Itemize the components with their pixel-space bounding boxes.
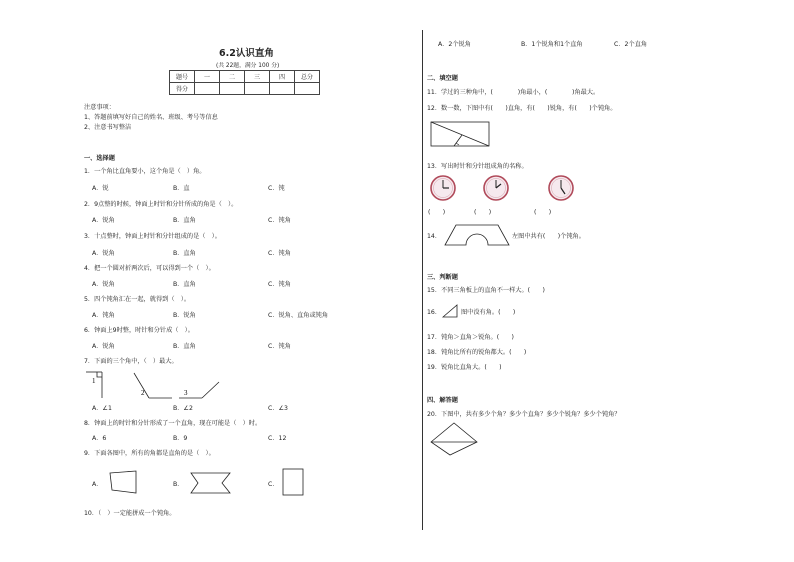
section-heading-choice: 一、选择题 bbox=[84, 155, 115, 162]
option-a[interactable]: A．6 bbox=[92, 435, 107, 442]
section-heading-fill: 二、填空题 bbox=[427, 75, 458, 82]
question-stem: 11．学过的三种角中，( )角最小，( )角最大。 bbox=[427, 89, 600, 96]
question-stem: 10．（ ）一定能拼成一个钝角。 bbox=[84, 510, 176, 517]
question-stem: 9．下面各图中，所有的角都是直角的是（ ）。 bbox=[84, 450, 215, 457]
question-stem: 20．下图中，共有多少个角？多少个直角？多少个锐角？多少个钝角？ bbox=[427, 411, 621, 418]
score-cell: 四 bbox=[270, 71, 295, 83]
note-item: 2、注意书写整洁 bbox=[84, 124, 132, 131]
option-c[interactable]: C．2个直角 bbox=[614, 41, 648, 48]
option-b[interactable]: B．锐角 bbox=[173, 312, 196, 319]
question-stem: 5．四个钝角汇在一起，就得到（ ）。 bbox=[84, 296, 191, 303]
column-divider bbox=[422, 30, 423, 530]
option-c[interactable]: C．锐角、直角或钝角 bbox=[268, 312, 329, 319]
score-cell: 得分 bbox=[170, 83, 195, 95]
option-c[interactable]: C．钝 bbox=[268, 185, 285, 192]
score-cell: 题号 bbox=[170, 71, 195, 83]
question-number: 16． bbox=[427, 309, 442, 316]
rectangle-diagonal-figure bbox=[430, 121, 490, 147]
question-stem: 2．9点整的时候，钟面上时针和分针所成的角是（ ）。 bbox=[84, 201, 238, 208]
note-item: 1、答题前填写好自己的姓名、班级、考号等信息 bbox=[84, 114, 218, 121]
option-a[interactable]: A．锐角 bbox=[92, 217, 115, 224]
angle-3-label: 3 bbox=[184, 389, 188, 397]
angle-figures bbox=[84, 370, 224, 400]
option-c[interactable]: C．∠3 bbox=[268, 405, 288, 412]
rectangle-shape bbox=[282, 468, 304, 496]
question-stem: 7．下面的三个角中，（ ）最大。 bbox=[84, 358, 178, 365]
option-b[interactable]: B．直角 bbox=[173, 250, 196, 257]
kite-figure bbox=[430, 422, 478, 456]
score-cell: 三 bbox=[245, 71, 270, 83]
clock-icon bbox=[483, 175, 509, 201]
angle-2-label: 2 bbox=[141, 389, 145, 397]
question-stem: 8．钟面上的时针和分针形成了一个直角，现在可能是（ ）时。 bbox=[84, 420, 262, 427]
option-a[interactable]: A．锐角 bbox=[92, 343, 115, 350]
score-cell[interactable] bbox=[220, 83, 245, 95]
question-stem: 15．不同三角板上的直角不一样大。( ) bbox=[427, 287, 545, 294]
score-cell[interactable] bbox=[245, 83, 270, 95]
question-stem: 18．钝角比所有的锐角都大。( ) bbox=[427, 349, 527, 356]
option-c[interactable]: C．钝角 bbox=[268, 343, 291, 350]
score-table-header-row bbox=[170, 71, 320, 83]
option-a[interactable]: A．钝角 bbox=[92, 312, 115, 319]
trapezoid-shape bbox=[108, 470, 138, 494]
section-heading-solve: 四、解答题 bbox=[427, 397, 458, 404]
question-stem: 1．一个角比直角要小，这个角是（ ）角。 bbox=[84, 168, 206, 175]
question-stem: 13．写出时针和分针组成角的名称。 bbox=[427, 163, 528, 170]
option-a[interactable]: A．锐角 bbox=[92, 281, 115, 288]
answer-blank[interactable]: ( ) bbox=[474, 209, 492, 216]
score-table bbox=[169, 70, 320, 95]
option-b[interactable]: B．1个锐角和1个直角 bbox=[521, 41, 583, 48]
option-a[interactable]: A．锐角 bbox=[92, 250, 115, 257]
option-b[interactable]: B．直角 bbox=[173, 217, 196, 224]
clock-icon bbox=[430, 175, 456, 201]
score-cell[interactable] bbox=[270, 83, 295, 95]
angle-1-figure bbox=[86, 372, 102, 398]
option-b[interactable]: B．9 bbox=[173, 435, 188, 442]
score-cell: 一 bbox=[195, 71, 220, 83]
question-stem: 6．钟面上9时整，时针和分针成（ ）。 bbox=[84, 327, 194, 334]
notes-heading: 注意事项： bbox=[84, 104, 115, 111]
question-stem: 3．十点整时，钟面上时针和分针组成的是（ ）。 bbox=[84, 233, 221, 240]
question-stem: 17．钝角＞直角＞锐角。( ) bbox=[427, 334, 514, 341]
score-table-score-row bbox=[170, 83, 320, 95]
section-heading-judge: 三、判断题 bbox=[427, 274, 458, 281]
option-c[interactable]: C．钝角 bbox=[268, 281, 291, 288]
score-cell: 总分 bbox=[295, 71, 320, 83]
angle-2-figure bbox=[134, 373, 172, 398]
question-stem: 12．数一数，下图中有( )直角，有( )锐角，有( )个钝角。 bbox=[427, 105, 617, 112]
option-c[interactable]: C． bbox=[268, 481, 279, 488]
question-stem: 图中没有角。( ) bbox=[461, 309, 516, 316]
question-number: 14． bbox=[427, 233, 442, 240]
option-a[interactable]: A．2个锐角 bbox=[438, 41, 471, 48]
notched-shape bbox=[190, 472, 232, 494]
option-b[interactable]: B．∠2 bbox=[173, 405, 193, 412]
option-c[interactable]: C．12 bbox=[268, 435, 287, 442]
angle-1-label: 1 bbox=[92, 377, 96, 385]
option-a[interactable]: A．锐 bbox=[92, 185, 109, 192]
clock-icon bbox=[548, 175, 574, 201]
page-title: 6.2认识直角 bbox=[219, 48, 274, 59]
option-c[interactable]: C．钝角 bbox=[268, 250, 291, 257]
option-b[interactable]: B． bbox=[173, 481, 184, 488]
question-stem: 19．锐角比直角大。( ) bbox=[427, 364, 502, 371]
answer-blank[interactable]: ( ) bbox=[534, 209, 552, 216]
page-subtitle: (共 22题，满分 100 分) bbox=[216, 63, 280, 69]
answer-blank[interactable]: ( ) bbox=[428, 209, 446, 216]
option-b[interactable]: B．直角 bbox=[173, 343, 196, 350]
score-cell: 二 bbox=[220, 71, 245, 83]
option-a[interactable]: A．∠1 bbox=[92, 405, 112, 412]
question-stem: 4．把一个圆对折两次后，可以得到一个（ ）。 bbox=[84, 265, 215, 272]
right-triangle-figure bbox=[442, 304, 458, 318]
option-a[interactable]: A． bbox=[92, 481, 103, 488]
score-cell[interactable] bbox=[295, 83, 320, 95]
question-stem: 左图中共有( )个钝角。 bbox=[512, 233, 585, 240]
option-b[interactable]: B．直 bbox=[173, 185, 190, 192]
arch-figure bbox=[444, 224, 510, 246]
option-b[interactable]: B．直角 bbox=[173, 281, 196, 288]
score-cell[interactable] bbox=[195, 83, 220, 95]
option-c[interactable]: C．钝角 bbox=[268, 217, 291, 224]
